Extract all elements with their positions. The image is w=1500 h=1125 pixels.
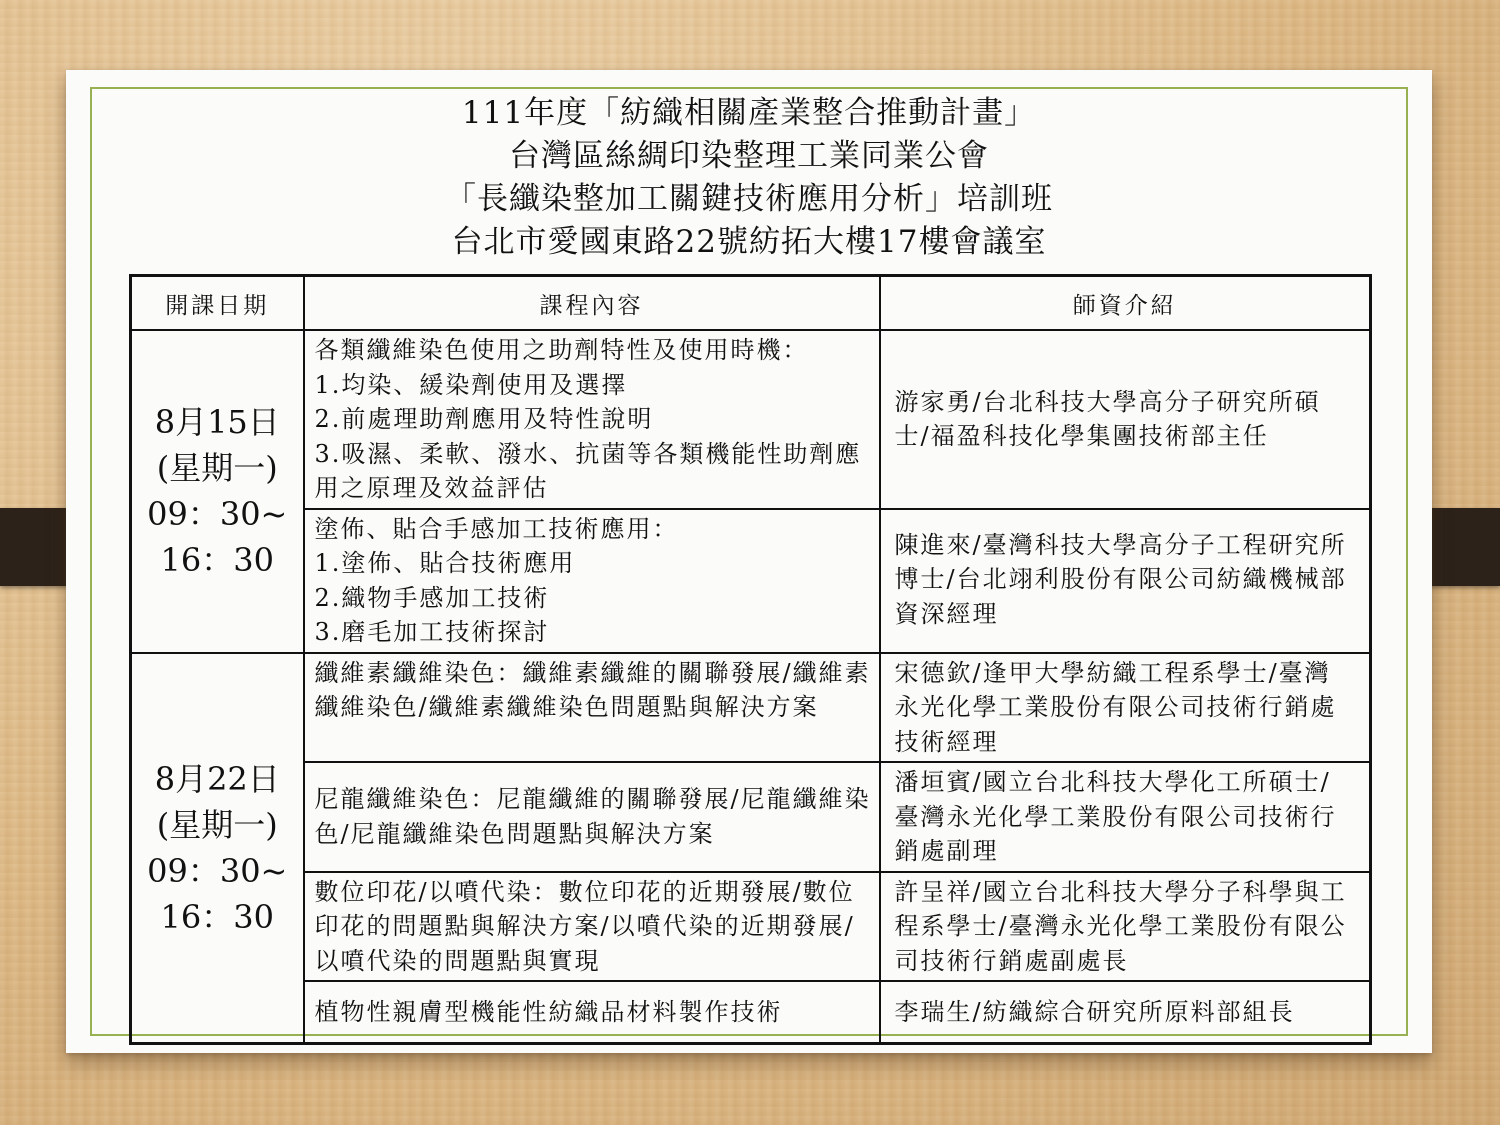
header-teacher: 師資介紹 <box>880 276 1371 331</box>
course-content: 數位印花/以噴代染：數位印花的近期發展/數位印花的問題點與解決方案/以噴代染的近期發展/以噴代染的問題點與實現 <box>304 872 880 982</box>
course-content: 尼龍纖維染色：尼龍纖維的關聯發展/尼龍纖維染色/尼龍纖維染色問題點與解決方案 <box>304 762 880 872</box>
schedule-table <box>129 274 1372 1045</box>
teacher-info: 李瑞生/紡織綜合研究所原料部組長 <box>880 981 1371 1043</box>
session-date-cell <box>131 653 304 1044</box>
session-date: 8月15日 <box>154 403 280 442</box>
course-content: 纖維素纖維染色：纖維素纖維的關聯發展/纖維素纖維染色/纖維素纖維染色問題點與解決方案 <box>304 653 880 763</box>
course-content: 植物性親膚型機能性紡織品材料製作技術 <box>304 981 880 1043</box>
table-row <box>131 762 1371 872</box>
course-title: 「長纖染整加工關鍵技術應用分析」培訓班 <box>445 181 1053 217</box>
table-row <box>131 509 1371 653</box>
table-row <box>131 653 1371 763</box>
teacher-info: 許呈祥/國立台北科技大學分子科學與工程系學士/臺灣永光化學工業股份有限公司技術行銷處副處長 <box>880 872 1371 982</box>
session-start-time: 09：30~ <box>147 495 288 534</box>
session-end-time: 16：30 <box>160 897 274 936</box>
venue-title: 台北市愛國東路22號紡拓大樓17樓會議室 <box>451 224 1047 260</box>
course-content: 各類纖維染色使用之助劑特性及使用時機： 1.均染、緩染劑使用及選擇 2.前處理助劑應用及特性說明 3.吸濕、柔軟、潑水、抗菌等各類機能性助劑應用之原理及效益評估 <box>304 330 880 509</box>
session-weekday: (星期一) <box>156 805 278 844</box>
title-block <box>66 92 1432 264</box>
organizer-title: 台灣區絲綢印染整理工業同業公會 <box>509 138 989 174</box>
table-row <box>131 981 1371 1043</box>
course-content: 塗佈、貼合手感加工技術應用： 1.塗佈、貼合技術應用 2.織物手感加工技術 3.磨毛加工技術探討 <box>304 509 880 653</box>
session-weekday: (星期一) <box>156 449 278 488</box>
header-row <box>131 276 1371 331</box>
teacher-info: 宋德欽/逢甲大學紡織工程系學士/臺灣永光化學工業股份有限公司技術行銷處技術經理 <box>880 653 1371 763</box>
table-row <box>131 872 1371 982</box>
document-page <box>66 70 1432 1053</box>
teacher-info: 陳進來/臺灣科技大學高分子工程研究所博士/台北翊利股份有限公司紡織機械部資深經理 <box>880 509 1371 653</box>
session-end-time: 16：30 <box>160 541 274 580</box>
teacher-info: 游家勇/台北科技大學高分子研究所碩士/福盈科技化學集團技術部主任 <box>880 330 1371 509</box>
session-start-time: 09：30~ <box>147 851 288 890</box>
session-date: 8月22日 <box>154 759 280 798</box>
teacher-info: 潘垣賓/國立台北科技大學化工所碩士/臺灣永光化學工業股份有限公司技術行銷處副理 <box>880 762 1371 872</box>
table-row <box>131 330 1371 509</box>
session-date-cell <box>131 330 304 653</box>
header-date: 開課日期 <box>131 276 304 331</box>
program-title: 111年度「紡織相關產業整合推動計畫」 <box>461 95 1037 131</box>
header-content: 課程內容 <box>304 276 880 331</box>
